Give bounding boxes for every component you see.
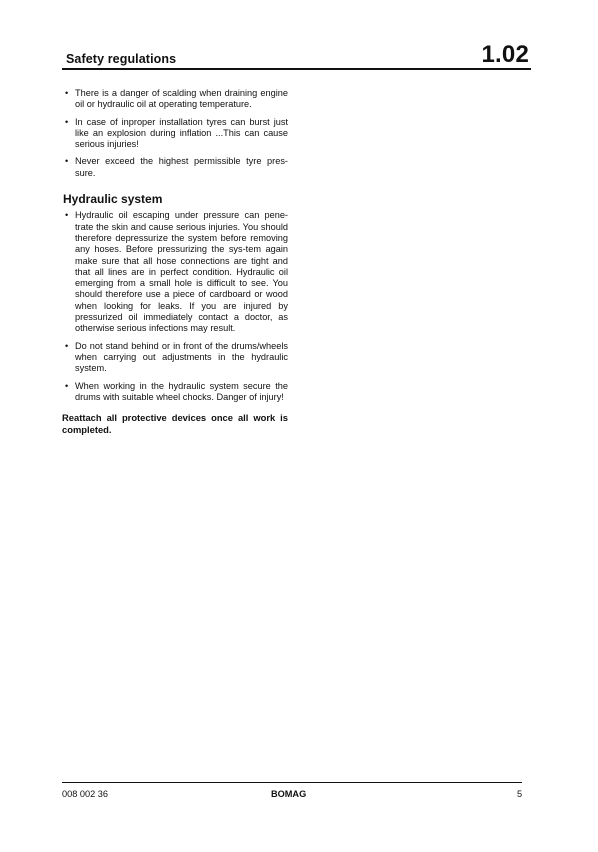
- footer-divider: [62, 782, 522, 783]
- bullet-icon: •: [65, 380, 69, 391]
- page-number: 5: [517, 789, 523, 799]
- list-item: [62, 341, 288, 375]
- brand-name: BOMAG: [271, 789, 307, 799]
- hydraulic-bullet-list: [62, 210, 288, 403]
- section-number: 1.02: [481, 41, 529, 68]
- bullet-text: There is a danger of scalding when draining engine oil or hydraulic oil at operating temperature.: [75, 88, 288, 110]
- bullet-text: When working in the hydraulic system secure the drums with suitable wheel chocks. Danger of injury!: [75, 380, 288, 402]
- closing-note: Reattach all protective devices once all work is completed.: [62, 412, 288, 435]
- bullet-text: Hydraulic oil escaping under pressure can pene-trate the skin and cause serious injuries. You should therefore depressurize the system before removing any hoses. Before pressurizing the sys-tem again make sure that all hose connections are tight and that all lines are in perfect condition. Hydraulic oil emerging from a small hole is difficult to see. You should therefore use a piece of cardboard or wood when looking for leaks. If you are injured by pressurized oil immediately contact a doctor, as otherwise serious infections may result.: [75, 210, 288, 334]
- bullet-text: In case of inproper installation tyres can burst just like an explosion during inflation ...This can cause serious injuries!: [75, 116, 288, 150]
- list-item: [62, 210, 288, 334]
- intro-bullet-list: [62, 88, 288, 179]
- list-item: [62, 381, 288, 404]
- page-header-title: Safety regulations: [66, 52, 177, 66]
- bullet-icon: •: [65, 156, 69, 167]
- bullet-icon: •: [65, 340, 69, 351]
- bullet-text: Never exceed the highest permissible tyre pres-sure.: [75, 156, 288, 178]
- bullet-icon: •: [65, 88, 69, 98]
- bullet-icon: •: [65, 116, 69, 127]
- list-item: [62, 156, 288, 179]
- document-number: 008 002 36: [62, 789, 108, 799]
- header-divider: [62, 68, 531, 70]
- content-column: [62, 88, 288, 435]
- list-item: [62, 88, 288, 111]
- list-item: [62, 117, 288, 151]
- bullet-icon: •: [65, 210, 69, 221]
- bullet-text: Do not stand behind or in front of the drums/wheels when carrying out adjustments in the hydraulic system.: [75, 340, 288, 374]
- hydraulic-system-heading: Hydraulic system: [63, 192, 163, 207]
